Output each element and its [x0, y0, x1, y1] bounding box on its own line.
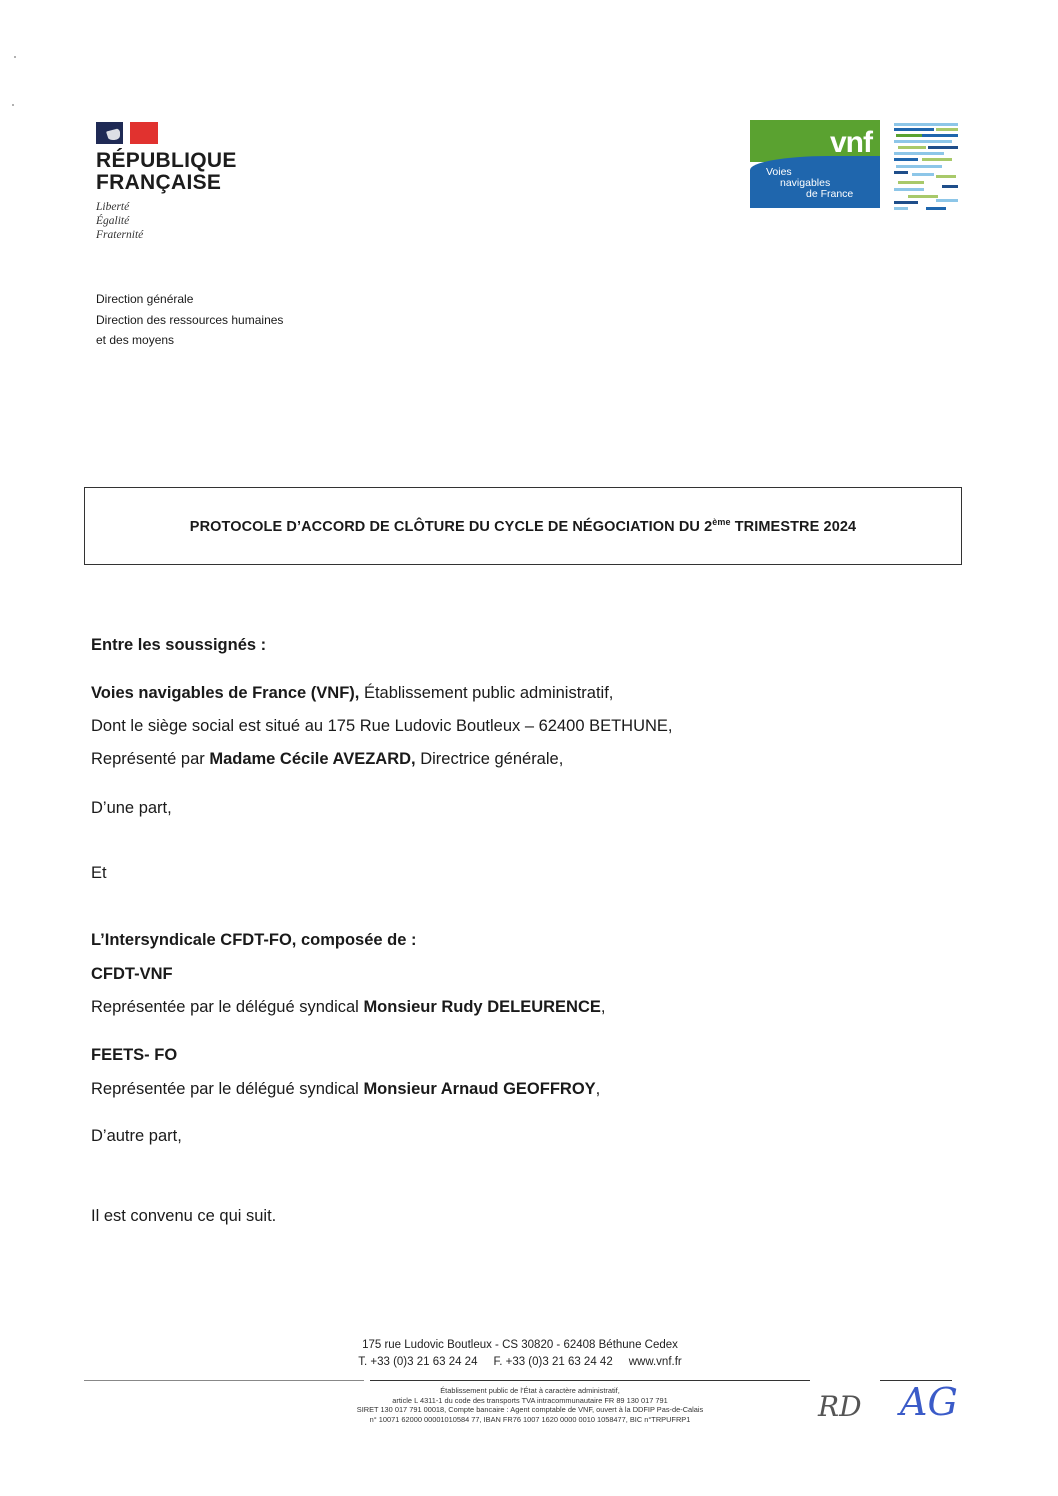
- title-text: PROTOCOLE D’ACCORD DE CLÔTURE DU CYCLE DE NÉGOCIATION DU 2: [189, 519, 713, 535]
- footer-website: www.vnf.fr: [628, 1356, 682, 1368]
- vnf-acronym: vnf: [830, 126, 872, 159]
- motto-fraternite: Fraternité: [96, 229, 144, 241]
- vnf-name-line3: de France: [806, 188, 854, 200]
- vnf-full-name: [766, 167, 853, 200]
- represente-line: [91, 750, 563, 769]
- fo-representative-line: [91, 1080, 600, 1099]
- handwritten-initials-ag: AG: [900, 1380, 958, 1424]
- republique-name-line2: FRANÇAISE: [96, 171, 222, 194]
- footer-address-block: [330, 1337, 710, 1371]
- republique-name: [96, 150, 237, 194]
- footer-legal-block: [320, 1386, 740, 1424]
- vnf-party-status: Établissement public administratif,: [359, 684, 614, 702]
- scan-speck: [12, 104, 14, 106]
- une-part: D’une part,: [91, 799, 172, 817]
- motto-egalite: Égalité: [96, 215, 130, 227]
- fo-rep-prefix: Représentée par le délégué syndical: [91, 1080, 364, 1098]
- handwritten-initials-rd: RD: [818, 1390, 862, 1423]
- representative-title: Directrice générale,: [415, 750, 564, 768]
- cfdt-rep-prefix: Représentée par le délégué syndical: [91, 998, 364, 1016]
- autre-part: D’autre part,: [91, 1127, 182, 1145]
- footer-legal-line: SIRET 130 017 791 00018, Compte bancaire : Agent comptable de VNF, ouvert à la DDFIP Pas-de-Calais: [356, 1405, 704, 1415]
- represente-prefix: Représenté par: [91, 750, 210, 768]
- footer-legal-line: article L 4311-1 du code des transports TVA intracommunautaire FR 89 130 017 791: [392, 1395, 668, 1405]
- republique-name-line1: RÉPUBLIQUE: [96, 149, 237, 172]
- title-superscript: ème: [712, 517, 731, 527]
- document-title: [190, 517, 856, 535]
- title-text-end: TRIMESTRE 2024: [730, 519, 857, 535]
- vnf-name-line1: Voies: [766, 166, 792, 178]
- vnf-logo: [750, 120, 880, 208]
- footer-fax: F. +33 (0)3 21 63 24 42: [493, 1356, 613, 1368]
- il-est-convenu: Il est convenu ce qui suit.: [91, 1207, 277, 1225]
- footer-divider: [370, 1380, 810, 1381]
- vnf-party-line: [91, 684, 613, 703]
- intersyndicale-heading: L’Intersyndicale CFDT-FO, composée de :: [91, 931, 417, 949]
- republique-motto: [96, 200, 237, 242]
- vnf-name-line2: navigables: [780, 177, 831, 189]
- et: Et: [91, 864, 107, 882]
- direction-line: Direction des ressources humaines: [96, 312, 284, 327]
- cfdt-rep-name: Monsieur Rudy DELEURENCE: [363, 998, 601, 1016]
- direction-line: et des moyens: [96, 333, 175, 347]
- motto-liberte: Liberté: [96, 201, 130, 213]
- footer-contacts: [330, 1354, 710, 1371]
- direction-block: [96, 289, 283, 351]
- siege-social-line: Dont le siège social est situé au 175 Rue Ludovic Boutleux – 62400 BETHUNE,: [91, 717, 673, 735]
- fo-rep-comma: ,: [595, 1080, 601, 1098]
- vnf-party-name: Voies navigables de France (VNF),: [91, 684, 360, 702]
- direction-line: Direction générale: [96, 292, 194, 306]
- footer-legal-line: n° 10071 62000 00001010584 77, IBAN FR76 1007 1620 0000 0010 1058477, BIC n°TRPUFRP1: [369, 1414, 691, 1424]
- footer-address: 175 rue Ludovic Boutleux - CS 30820 - 62408 Béthune Cedex: [362, 1339, 678, 1351]
- vnf-stripes-icon: [892, 121, 960, 211]
- footer-divider: [84, 1380, 364, 1381]
- fo-rep-name: Monsieur Arnaud GEOFFROY: [363, 1080, 596, 1098]
- footer-legal-line: Établissement public de l’État à caractère administratif,: [440, 1386, 620, 1395]
- footer-phone: T. +33 (0)3 21 63 24 24: [358, 1356, 478, 1368]
- cfdt-representative-line: [91, 998, 605, 1017]
- scan-speck: [14, 56, 16, 58]
- cfdt-name: CFDT-VNF: [91, 965, 173, 983]
- representative-name: Madame Cécile AVEZARD,: [209, 750, 416, 768]
- fo-name: FEETS- FO: [91, 1046, 178, 1064]
- entre-les-soussignes: Entre les soussignés :: [91, 636, 267, 654]
- document-title-box: [84, 487, 962, 565]
- marianne-flag-icon: [96, 122, 158, 144]
- cfdt-rep-comma: ,: [600, 998, 606, 1016]
- republique-francaise-logo: [96, 122, 237, 242]
